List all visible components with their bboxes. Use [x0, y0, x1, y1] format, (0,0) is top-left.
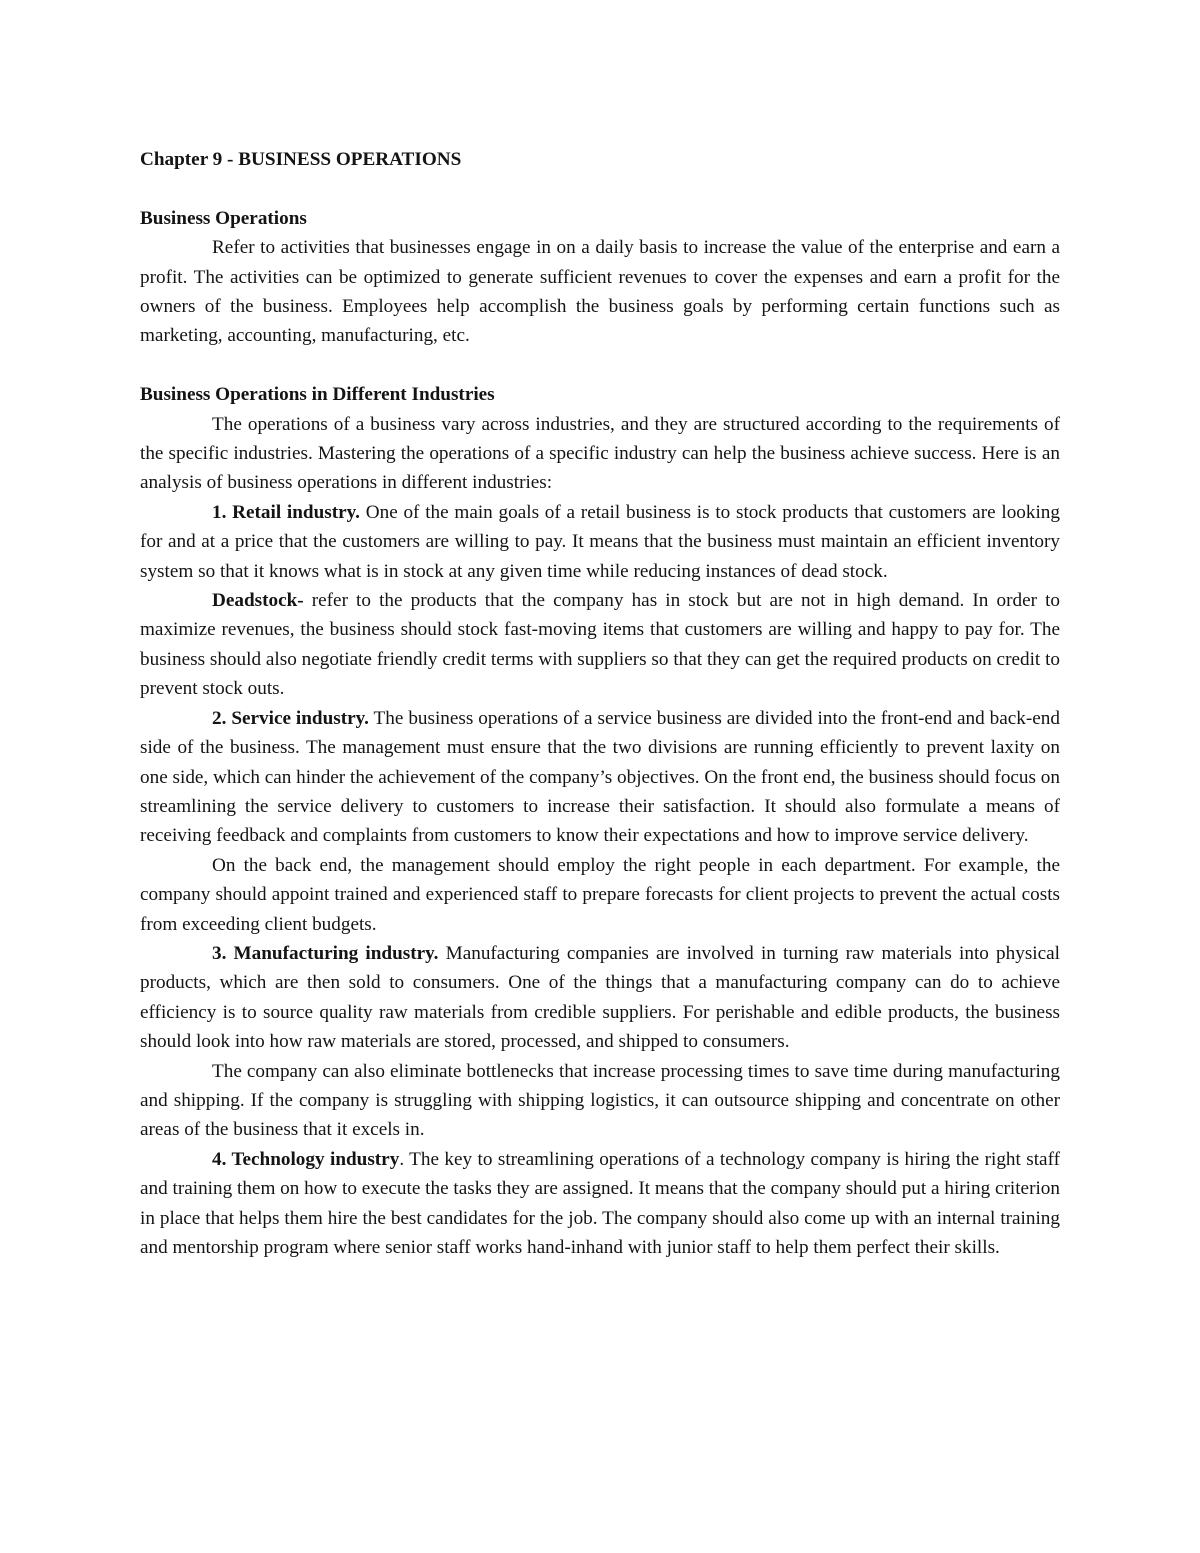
section-heading: Business Operations in Different Industries	[140, 384, 495, 406]
retail-label: 1. Retail industry.	[212, 501, 360, 523]
chapter-title: Chapter 9 - BUSINESS OPERATIONS	[140, 149, 462, 170]
manufacturing-label: 3. Manufacturing industry.	[212, 942, 439, 964]
paragraph-deadstock	[140, 586, 1060, 704]
paragraph-technology	[140, 1145, 1060, 1263]
paragraph-manufacturing	[140, 939, 1060, 1057]
section-different-industries	[140, 380, 1060, 1262]
technology-label: 4. Technology industry	[212, 1148, 400, 1170]
retail-text: One of the main goals of a retail business is to stock products that customers are looking for and at a price that the customers are willing to pay. It means that the business must maintain an efficient inventory system so that it knows what is in stock at any given time while reducing instances of dead stock.	[140, 501, 1060, 582]
deadstock-text: refer to the products that the company has in stock but are not in high demand. In order to maximize revenues, the business should stock fast-moving items that customers are willing and happy to pay for. The business should also negotiate friendly credit terms with suppliers so that they can get the required products on credit to prevent stock outs.	[140, 590, 1060, 700]
section-heading: Business Operations	[140, 207, 307, 229]
deadstock-label: Deadstock-	[212, 590, 304, 612]
paragraph-service-backend: On the back end, the management should employ the right people in each department. For example, the company should appoint trained and experienced staff to prepare forecasts for client projects to prevent the actual costs from exceeding client budgets.	[140, 854, 1060, 935]
paragraph-intro: The operations of a business vary across industries, and they are structured according to the requirements of the specific industries. Mastering the operations of a specific industry can help the business achieve success. Here is an analysis of business operations in different industries:	[140, 413, 1060, 494]
section-business-operations	[140, 204, 1060, 351]
technology-text: . The key to streamlining operations of a technology company is hiring the right staff and training them on how to execute the tasks they are assigned. It means that the company should put a hiring criterion in place that helps them hire the best candidates for the job. The company should also come up with an internal training and mentorship program where senior staff works hand-inhand with junior staff to help them perfect their skills.	[140, 1148, 1060, 1258]
service-label: 2. Service industry.	[212, 707, 369, 729]
manufacturing-text: Manufacturing companies are involved in turning raw materials into physical products, which are then sold to consumers. One of the things that a manufacturing company can do to achieve efficiency is to source quality raw materials from credible suppliers. For perishable and edible products, the business should look into how raw materials are stored, processed, and shipped to consumers.	[140, 942, 1060, 1053]
paragraph: Refer to activities that businesses engage in on a daily basis to increase the value of the enterprise and earn a profit. The activities can be optimized to generate sufficient revenues to cover the expenses and earn a profit for the owners of the business. Employees help accomplish the business goals by performing certain functions such as marketing, accounting, manufacturing, etc.	[140, 237, 1060, 347]
paragraph-service	[140, 704, 1060, 851]
service-text: The business operations of a service business are divided into the front-end and back-end side of the business. The management must ensure that the two divisions are running efficiently to prevent laxity on one side, which can hinder the achievement of the company’s objectives. On the front end, the business should focus on streamlining the service delivery to customers to increase their satisfaction. It should also formulate a means of receiving feedback and complaints from customers to know their expectations and how to improve service delivery.	[140, 707, 1060, 847]
paragraph-manufacturing-more: The company can also eliminate bottlenecks that increase processing times to save time during manufacturing and shipping. If the company is struggling with shipping logistics, it can outsource shipping and concentrate on other areas of the business that it excels in.	[140, 1060, 1060, 1141]
document-page	[140, 145, 1060, 1262]
paragraph-retail	[140, 498, 1060, 586]
